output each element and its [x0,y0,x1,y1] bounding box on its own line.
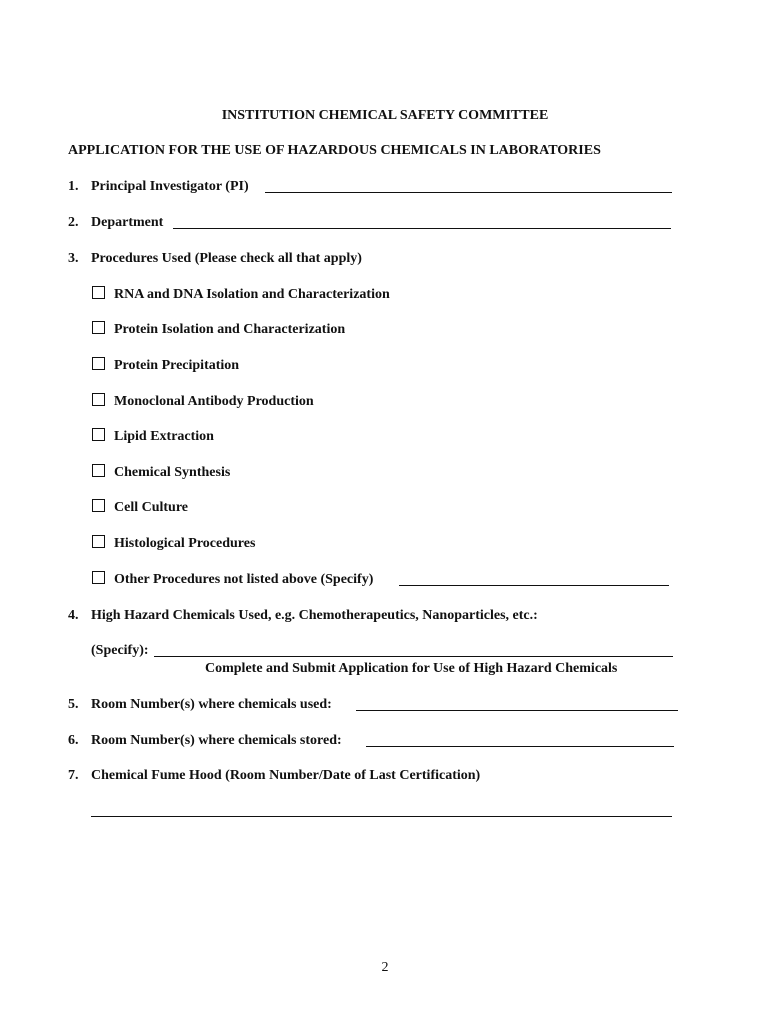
checkbox-chemical-synthesis[interactable] [92,464,105,477]
other-procedures-field[interactable] [399,572,669,591]
high-hazard-field[interactable] [154,643,673,662]
procedure-label: RNA and DNA Isolation and Characterization [114,287,390,302]
pi-field[interactable] [265,179,672,198]
checkbox-lipid-extraction[interactable] [92,428,105,441]
high-hazard-note: Complete and Submit Application for Use of High Hazard Chemicals [205,661,618,676]
checkbox-cell-culture[interactable] [92,499,105,512]
page-number: 2 [381,960,389,975]
procedure-label: Protein Precipitation [114,358,240,373]
procedure-label: Histological Procedures [114,536,256,551]
q1-label: Principal Investigator (PI) [91,179,249,194]
fume-hood-field[interactable] [91,803,672,822]
checkbox-protein-isolation[interactable] [92,321,105,334]
committee-title: INSTITUTION CHEMICAL SAFETY COMMITTEE [221,108,549,123]
checkbox-protein-precipitation[interactable] [92,357,105,370]
q5-number: 5. [68,697,79,712]
checkbox-monoclonal-antibody[interactable] [92,393,105,406]
application-title: APPLICATION FOR THE USE OF HAZARDOUS CHEMICALS IN LABORATORIES [68,143,601,158]
q2-label: Department [91,215,164,230]
q3-label: Procedures Used (Please check all that apply) [91,251,362,266]
q6-number: 6. [68,733,79,748]
procedure-label: Chemical Synthesis [114,465,231,480]
procedure-label: Other Procedures not listed above (Specify) [114,572,374,587]
q2-number: 2. [68,215,79,230]
procedure-label: Lipid Extraction [114,429,214,444]
q5-label: Room Number(s) where chemicals used: [91,697,332,712]
q6-label: Room Number(s) where chemicals stored: [91,733,342,748]
procedure-label: Protein Isolation and Characterization [114,322,346,337]
checkbox-other-procedures[interactable] [92,571,105,584]
q7-label: Chemical Fume Hood (Room Number/Date of Last Certification) [91,768,481,783]
q7-number: 7. [68,768,79,783]
procedure-label: Cell Culture [114,500,189,515]
specify-label: (Specify): [91,643,149,658]
department-field[interactable] [173,215,671,234]
q1-number: 1. [68,179,79,194]
checkbox-histological[interactable] [92,535,105,548]
checkbox-rna-dna[interactable] [92,286,105,299]
q4-number: 4. [68,608,79,623]
rooms-used-field[interactable] [356,697,678,716]
q3-number: 3. [68,251,79,266]
q4-label: High Hazard Chemicals Used, e.g. Chemotherapeutics, Nanoparticles, etc.: [91,608,538,623]
rooms-stored-field[interactable] [366,733,674,752]
procedure-label: Monoclonal Antibody Production [114,394,314,409]
